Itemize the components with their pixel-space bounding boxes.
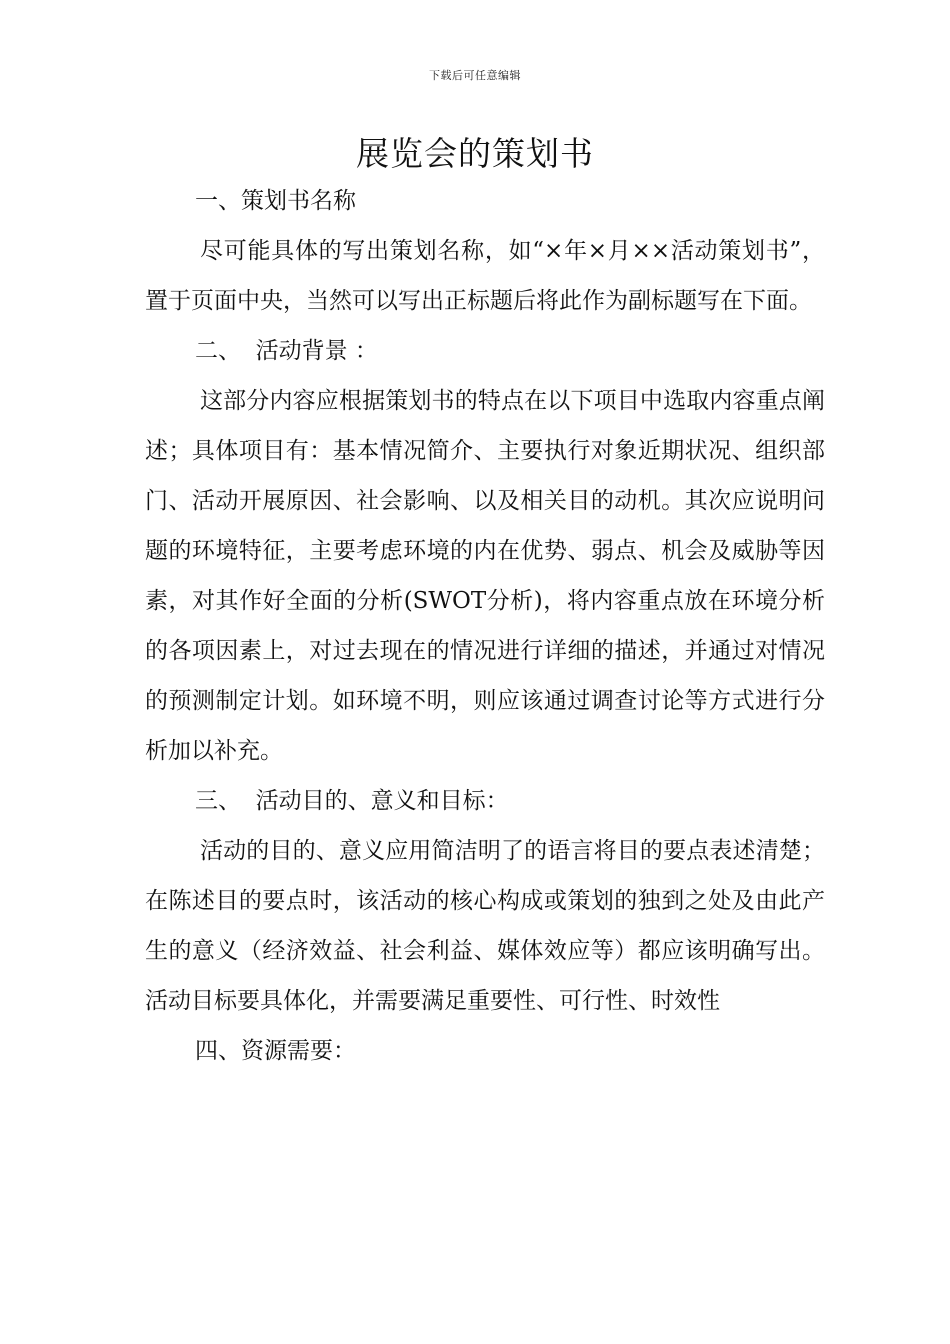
section-paragraph: 活动的目的、意义应用简洁明了的语言将目的要点表述清楚；在陈述目的要点时，该活动的核心构成或策划的独到之处及由此产生的意义（经济效益、社会利益、媒体效应等）都应该明确写出。活动目标要具体化，并需要满足重要性、可行性、时效性 [145, 838, 825, 1014]
section-name [145, 176, 825, 326]
section-paragraph: 这部分内容应根据策划书的特点在以下项目中选取内容重点阐述；具体项目有：基本情况简介、主要执行对象近期状况、组织部门、活动开展原因、社会影响、以及相关目的动机。其次应说明问题的环境特征，主要考虑环境的内在优势、弱点、机会及威胁等因素，对其作好全面的分析(SWOT分析)，将内容重点放在环境分析的各项因素上，对过去现在的情况进行详细的描述，并通过对情况的预测制定计划。如环境不明，则应该通过调查讨论等方式进行分析加以补充。 [145, 388, 825, 764]
section-heading: 三、 活动目的、意义和目标： [195, 788, 509, 814]
section-resources [145, 1026, 825, 1076]
header-note: 下载后可任意编辑 [429, 69, 521, 82]
document-body [145, 176, 825, 1076]
section-heading: 四、资源需要： [195, 1038, 356, 1064]
document-title: 展览会的策划书 [356, 134, 594, 173]
section-paragraph: 尽可能具体的写出策划名称，如“×年×月××活动策划书”，置于页面中央，当然可以写出正标题后将此作为副标题写在下面。 [145, 238, 825, 314]
section-background [145, 326, 825, 776]
section-heading: 一、策划书名称 [195, 188, 356, 214]
section-heading: 二、 活动背景 ： [195, 338, 378, 364]
section-purpose [145, 776, 825, 1026]
